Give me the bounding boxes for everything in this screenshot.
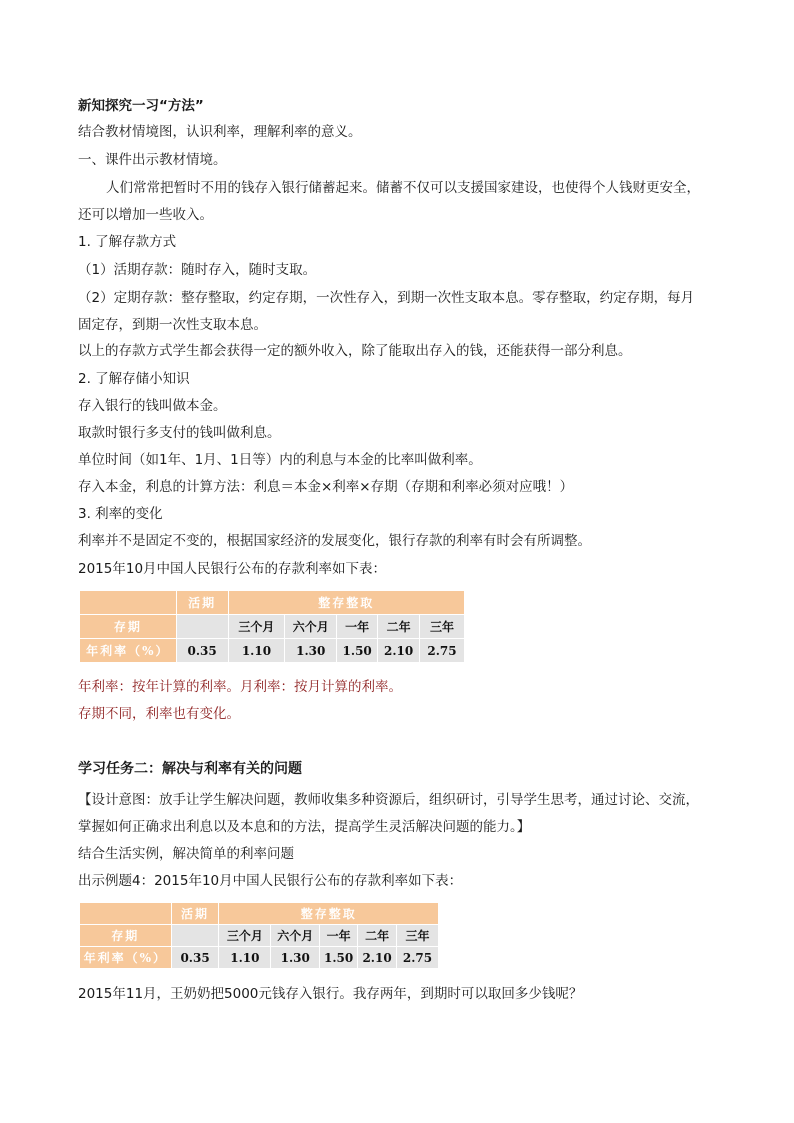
item1-b-line2: 固定存，到期一次性支取本息。	[78, 317, 267, 333]
term-cell: 二年	[358, 925, 397, 947]
item1-title: 1. 了解存款方式	[78, 234, 177, 250]
row-label-cunqi: 存期	[80, 925, 172, 947]
item1-b-line1: （2）定期存款：整存整取，约定存期，一次性存入，到期一次性支取本息。零存整取，约定存期，每月	[78, 290, 695, 306]
term-cell: 三个月	[228, 615, 285, 639]
section2-intro: 结合生活实例，解决简单的利率问题	[78, 846, 294, 862]
rate-cell: 1.10	[228, 639, 285, 663]
item3-title: 3. 利率的变化	[78, 506, 163, 522]
term-cell: 三年	[397, 925, 439, 947]
term-cell: 一年	[320, 925, 358, 947]
rate-cell: 1.50	[337, 639, 378, 663]
header-huoqi: 活期	[171, 903, 219, 925]
header-zhengcun: 整存整取	[219, 903, 439, 925]
note-term-diff: 存期不同，利率也有变化。	[78, 706, 240, 722]
term-cell: 三个月	[219, 925, 271, 947]
rate-cell: 1.10	[219, 947, 271, 969]
item1-a: （1）活期存款：随时存入，随时支取。	[78, 262, 317, 278]
item2-a: 存入银行的钱叫做本金。	[78, 398, 227, 414]
part1-title: 一、课件出示教材情境。	[78, 152, 227, 168]
item3-a: 利率并不是固定不变的，根据国家经济的发展变化，银行存款的利率有时会有所调整。	[78, 533, 591, 549]
example-caption: 出示例题4：2015年10月中国人民银行公布的存款利率如下表：	[78, 873, 463, 889]
design-intent-line1: 【设计意图：放手让学生解决问题，教师收集多种资源后，组织研讨，引导学生思考，通过讨论、交流，	[78, 792, 699, 808]
item2-b: 取款时银行多支付的钱叫做利息。	[78, 425, 281, 441]
rate-table-1	[79, 590, 465, 663]
term-cell: 一年	[337, 615, 378, 639]
row-label-rate: 年利率（%）	[80, 639, 177, 663]
header-huoqi: 活期	[176, 591, 228, 615]
rate-cell: 2.10	[378, 639, 420, 663]
rate-cell: 0.35	[176, 639, 228, 663]
header-zhengcun: 整存整取	[228, 591, 464, 615]
section1-heading: 新知探究一习“方法”	[78, 98, 204, 114]
item2-title: 2. 了解存储小知识	[78, 371, 190, 387]
example-question: 2015年11月，王奶奶把5000元钱存入银行。我存两年，到期时可以取回多少钱呢？	[78, 986, 583, 1002]
rate-cell: 2.75	[420, 639, 465, 663]
row-label-cunqi: 存期	[80, 615, 177, 639]
term-cell: 六个月	[271, 925, 320, 947]
item1-summary: 以上的存款方式学生都会获得一定的额外收入，除了能取出存入的钱，还能获得一部分利息。	[78, 343, 632, 359]
design-intent-line2: 掌握如何正确求出利息以及本息和的方法，提高学生灵活解决问题的能力。】	[78, 819, 531, 835]
item2-c: 单位时间（如1年、1月、1日等）内的利息与本金的比率叫做利率。	[78, 452, 482, 468]
rate-cell: 1.30	[271, 947, 320, 969]
term-cell: 六个月	[285, 615, 337, 639]
row-label-rate: 年利率（%）	[80, 947, 172, 969]
item2-d: 存入本金，利息的计算方法：利息＝本金×利率×存期（存期和利率必须对应哦！）	[78, 479, 574, 495]
section2-heading: 学习任务二：解决与利率有关的问题	[78, 761, 302, 777]
para1-line2: 还可以增加一些收入。	[78, 207, 213, 223]
table-caption: 2015年10月中国人民银行公布的存款利率如下表：	[78, 561, 387, 577]
rate-cell: 1.30	[285, 639, 337, 663]
term-cell: 三年	[420, 615, 465, 639]
rate-cell: 0.35	[171, 947, 219, 969]
rate-cell: 1.50	[320, 947, 358, 969]
rate-table-2	[79, 902, 439, 969]
intro-text: 结合教材情境图，认识利率，理解利率的意义。	[78, 124, 362, 140]
rate-cell: 2.10	[358, 947, 397, 969]
note-annual-rate: 年利率：按年计算的利率。月利率：按月计算的利率。	[78, 679, 402, 695]
para1-line1: 人们常常把暂时不用的钱存入银行储蓄起来。储蓄不仅可以支援国家建设，也使得个人钱财更安全，	[106, 180, 700, 196]
term-cell: 二年	[378, 615, 420, 639]
rate-cell: 2.75	[397, 947, 439, 969]
